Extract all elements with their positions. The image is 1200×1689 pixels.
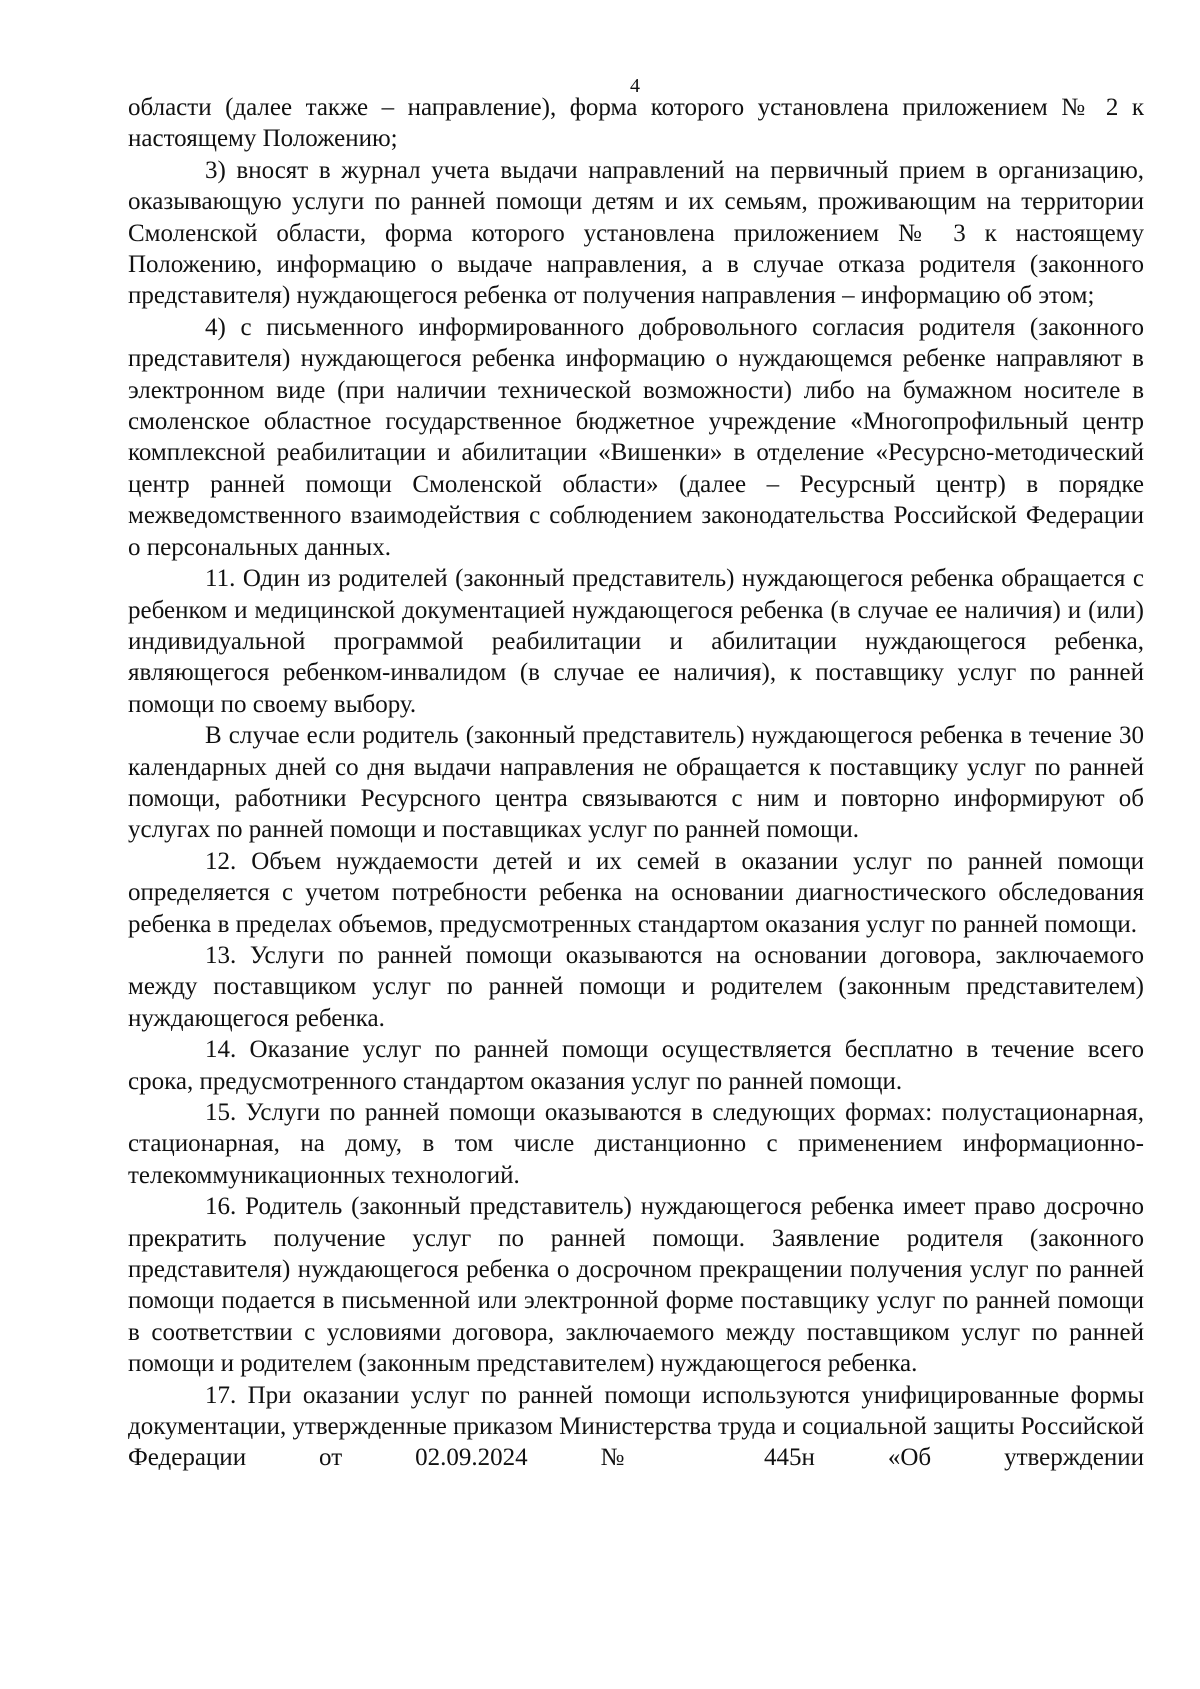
paragraph-clause-16: 16. Родитель (законный представитель) нуждающегося ребенка имеет право досрочно прекратить получение услуг по ранней помощи. Заявление родителя (законного представителя) нуждающегося ребенка о досрочном прекращении получения услуг по ранней помощи подается в письменной или электронной форме поставщику услуг по ранней помощи в соответствии с условиями договора, заключаемого между поставщиком услуг по ранней помощи и родителем (законным представителем) нуждающегося ребенка.	[128, 1193, 1144, 1378]
paragraph-clause-11-case: В случае если родитель (законный представитель) нуждающегося ребенка в течение 30 календарных дней со дня выдачи направления не обращается к поставщику услуг по ранней помощи, работники Ресурсного центра связываются с ним и повторно информируют об услугах по ранней помощи и поставщиках услуг по ранней помощи.	[128, 722, 1144, 844]
paragraph-clause-12: 12. Объем нуждаемости детей и их семей в оказании услуг по ранней помощи определяется с учетом потребности ребенка на основании диагностического обследования ребенка в пределах объемов, предусмотренных стандартом оказания услуг по ранней помощи.	[128, 847, 1144, 938]
paragraph-clause-13: 13. Услуги по ранней помощи оказываются на основании договора, заключаемого между поставщиком услуг по ранней помощи и родителем (законным представителем) нуждающегося ребенка.	[128, 941, 1144, 1032]
paragraph-clause-11: 11. Один из родителей (законный представитель) нуждающегося ребенка обращается с ребенком и медицинской документацией нуждающегося ребенка (в случае ее наличия) и (или) индивидуальной программой реабилитации и абилитации нуждающегося ребенка, являющегося ребенком-инвалидом (в случае ее наличия), к поставщику услуг по ранней помощи по своему выбору.	[128, 565, 1144, 718]
paragraph-clause-17: 17. При оказании услуг по ранней помощи используются унифицированные формы документации, утвержденные приказом Министерства труда и социальной защиты Российской Федерации от 02.09.2024 № 445н «Об утверждении	[128, 1381, 1144, 1472]
paragraph-clause-14: 14. Оказание услуг по ранней помощи осуществляется бесплатно в течение всего срока, предусмотренного стандартом оказания услуг по ранней помощи.	[128, 1036, 1144, 1095]
paragraph-continuation: области (далее также – направление), форма которого установлена приложением № 2 к настоящему Положению;	[128, 94, 1144, 153]
paragraph-item-4: 4) с письменного информированного добровольного согласия родителя (законного представителя) нуждающегося ребенка информацию о нуждающемся ребенке направляют в электронном виде (при наличии технической возможности) либо на бумажном носителе в смоленское областное государственное бюджетное учреждение «Многопрофильный центр комплексной реабилитации и абилитации «Вишенки» в отделение «Ресурсно-методический центр ранней помощи Смоленской области» (далее – Ресурсный центр) в порядке межведомственного взаимодействия с соблюдением законодательства Российской Федерации о персональных данных.	[128, 313, 1144, 561]
paragraph-clause-15: 15. Услуги по ранней помощи оказываются в следующих формах: полустационарная, стационарная, на дому, в том числе дистанционно с применением информационно-телекоммуникационных технологий.	[128, 1099, 1144, 1189]
paragraph-item-3: 3) вносят в журнал учета выдачи направлений на первичный прием в организацию, оказывающую услуги по ранней помощи детям и их семьям, проживающим на территории Смоленской области, форма которого установлена приложением № 3 к настоящему Положению, информацию о выдаче направления, а в случае отказа родителя (законного представителя) нуждающегося ребенка от получения направления – информацию об этом;	[128, 156, 1144, 310]
document-body	[128, 92, 1144, 1474]
page-number: 4	[630, 75, 640, 97]
